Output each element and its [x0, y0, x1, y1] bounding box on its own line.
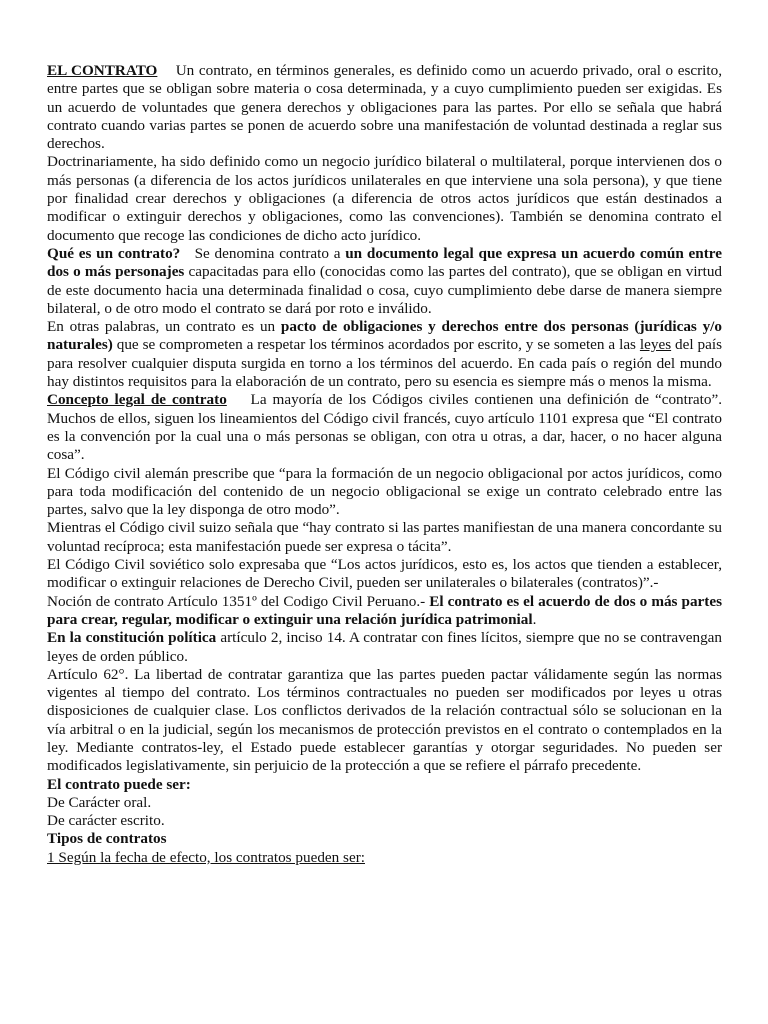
paragraph-text: Un contrato, en términos generales, es definido como un acuerdo privado, oral o escrito, entre partes que se obligan sobre materia o cosa determinada, y a cuyo cumplimiento pueden ser exigidas. Es un acuerdo de voluntades que genera derechos y obligaciones para las partes. Por ello se señala que habrá contrato cuando varias partes se ponen de acuerdo sobre una manifestación de voluntad destinada a reglar sus derechos. — [47, 62, 726, 153]
paragraph-text: . — [532, 610, 537, 628]
paragraph-codigo-aleman — [47, 465, 722, 520]
paragraph-text: En otras palabras, un contrato es un — [47, 318, 281, 336]
list-item: De Carácter oral. — [47, 793, 152, 811]
paragraph-text: artículo 2, inciso 14. A contratar con fines lícitos, siempre que no se contravengan leyes de orden público. — [47, 629, 722, 665]
subheading-fecha-efecto: 1 Según la fecha de efecto, los contratos pueden ser: — [47, 848, 365, 866]
paragraph-concepto-legal — [47, 391, 726, 464]
paragraph-constitucion — [47, 629, 722, 666]
section-heading-puede-ser: El contrato puede ser: — [47, 775, 191, 793]
paragraph-text: La mayoría de los Códigos civiles contienen una definición de “contrato”. Muchos de ellos, siguen los lineamientos del Código civil francés, cuyo artículo 1101 expresa que “El contrato es la convención por la cual una o más personas se obligan, con otra u otras, a dar, hacer, o no hacer alguna cosa”. — [47, 391, 726, 464]
paragraph-codigo-peruano — [47, 593, 722, 630]
paragraph-text: Noción de contrato Artículo 1351º del Codigo Civil Peruano.- — [47, 592, 430, 610]
bold-definition: pacto de obligaciones y derechos entre dos personas (jurídicas y/o naturales) — [47, 318, 722, 354]
paragraph-text: capacitadas para ello (conocidas como las partes del contrato), que se obligan en virtud de este documento hacia una determinada finalidad o cosa, cuyo cumplimiento debe darse de manera siempre bilateral, o de otro modo el contrato se dará por roto e inválido. — [47, 263, 723, 317]
leyes-link[interactable]: leyes — [639, 336, 672, 354]
paragraph-text: El Código Civil soviético solo expresaba que “Los actos jurídicos, esto es, los actos que tienden a establecer, modificar o extinguir relaciones de Derecho Civil, pueden ser unilaterales o bilaterales (contratos)”.- — [47, 556, 722, 592]
section-heading-concepto-legal: Concepto legal de contrato — [47, 391, 227, 409]
paragraph-text: Doctrinariamente, ha sido definido como un negocio jurídico bilateral o multilateral, porque intervienen dos o más personas (a diferencia de los actos jurídicos unilaterales en que interviene una sola persona), y que tiene por finalidad crear derechos y obligaciones (a diferencia de otros actos jurídicos que están destinados a modificar o extinguir derechos y obligaciones, como las convenciones). También se denomina contrato el documento que recoge las condiciones de dicho acto jurídico. — [47, 153, 722, 244]
section-heading-constitucion: En la constitución política — [47, 629, 217, 647]
paragraph-que-es-contrato — [47, 245, 722, 318]
paragraph-codigo-sovietico — [47, 556, 722, 593]
paragraph-articulo-62 — [47, 666, 722, 776]
paragraph-otras-palabras — [47, 318, 722, 391]
paragraph-text: que se comprometen a respetar los términos acordados por escrito, y se someten a las — [112, 336, 640, 354]
paragraph-text: Artículo 62°. La libertad de contratar garantiza que las partes pueden pactar válidamente según las normas vigentes al tiempo del contrato. Los términos contractuales no pueden ser modificados por leyes u otras disposiciones de cualquier clase. Los conflictos derivados de la relación contractual sólo se solucionan en la vía arbitral o en la judicial, según los mecanismos de protección previstos en el contrato o contemplados en la ley. Mediante contratos-ley, el Estado puede establecer garantías y otorgar seguridades. No pueden ser modificados legislativamente, sin perjuicio de la protección a que se refiere el párrafo precedente. — [47, 665, 722, 775]
paragraph-text: Mientras el Código civil suizo señala que “hay contrato si las partes manifiestan de una manera concordante su voluntad recíproca; esta manifestación puede ser expresa o tácita”. — [47, 519, 722, 555]
bold-definition: El contrato es el acuerdo de dos o más partes para crear, regular, modificar o extinguir una relación jurídica patrimonial — [47, 592, 722, 628]
section-heading-el-contrato: EL CONTRATO — [47, 62, 158, 79]
section-heading-que-es: Qué es un contrato? — [47, 244, 181, 262]
paragraph-text: El Código civil alemán prescribe que “para la formación de un negocio obligacional por actos jurídicos, como para toda modificación del contenido de un negocio obligacional se exige un contrato celebrado entre las partes, salvo que la ley disponga de otro modo”. — [47, 464, 722, 519]
paragraph-text: del país para resolver cualquier disputa surgida en torno a los términos del acuerdo. En cada país o región del mundo hay distintos requisitos para la elaboración de un contrato, pero su esencia es siempre más o menos la misma. — [47, 336, 722, 391]
paragraph-text: Se denomina contrato a — [180, 244, 346, 262]
paragraph-el-contrato — [47, 62, 726, 153]
list-item: De carácter escrito. — [47, 812, 165, 830]
bold-definition: un documento legal que expresa un acuerdo común entre dos o más personajes — [47, 244, 723, 281]
section-heading-tipos: Tipos de contratos — [47, 830, 167, 848]
paragraph-doctrinariamente — [47, 153, 722, 244]
paragraph-codigo-suizo — [47, 519, 722, 556]
